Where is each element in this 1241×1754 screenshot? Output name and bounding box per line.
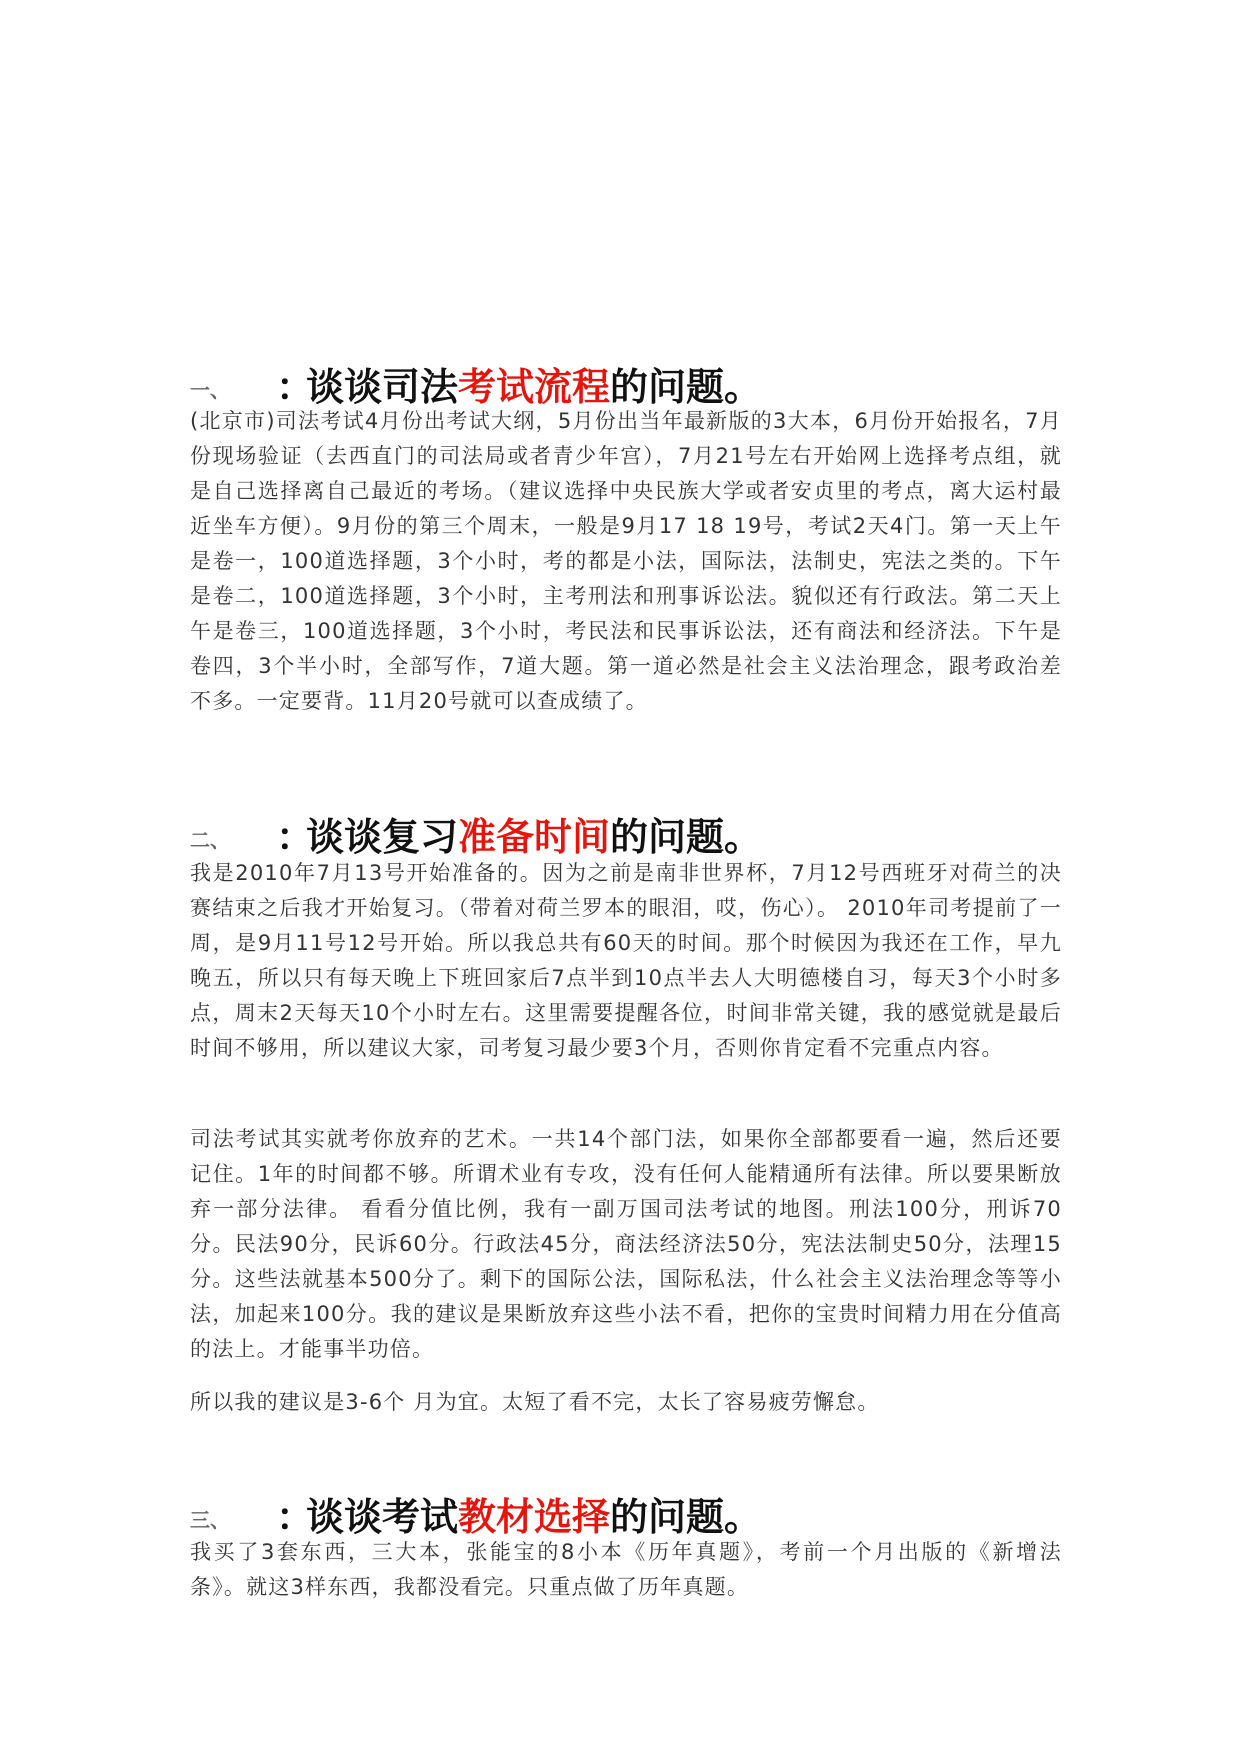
- paragraph-prep-time: 我是2010年7月13号开始准备的。因为之前是南非世界杯，7月12号西班牙对荷兰的决赛结束之后我才开始复习。（带着对荷兰罗本的眼泪，哎，伤心）。 2010年司考提前了一周，是9月11号12号开始。所以我总共有60天的时间。那个时候因为我还在工作，早九晚五，所以只有每天晚上下班回家后7点半到10点半去人大明德楼自习，每天3个小时多点，周末2天每天10个小时左右。这里需要提醒各位，时间非常关键，我的感觉就是最后时间不够用，所以建议大家，司考复习最少要3个月，否则你肯定看不完重点内容。: [190, 861, 1062, 1060]
- section-number: 三、: [190, 1508, 230, 1533]
- heading-text: 谈谈司法: [306, 363, 459, 409]
- heading-highlight: 准备时间: [458, 813, 611, 859]
- paragraph-give-up-art: 司法考试其实就考你放弃的艺术。一共14个部门法，如果你全部都要看一遍，然后还要记住。1年的时间都不够。所谓术业有专攻，没有任何人能精通所有法律。所以要果断放弃一部分法律。 看看分值比例，我有一副万国司法考试的地图。刑法100分，刑诉70分。民法90分，民诉60分。行政法45分，商法经济法50分，宪法法制史50分，法理15分。这些法就基本500分了。剩下的国际公法，国际私法，什么社会主义法治理念等等小法，加起来100分。我的建议是果断放弃这些小法不看，把你的宝贵时间精力用在分值高的法上。才能事半功倍。: [190, 1127, 1062, 1361]
- heading-text: 谈谈考试: [306, 1493, 459, 1539]
- heading-colon: ：: [276, 1493, 315, 1539]
- paragraph-textbook: 我买了3套东西，三大本，张能宝的8小本《历年真题》，考前一个月出版的《新增法条》。就这3样东西，我都没看完。只重点做了历年真题。: [190, 1540, 1062, 1599]
- heading-text-end: 的问题。: [610, 1493, 763, 1539]
- section-number: 一、: [190, 378, 230, 403]
- heading-colon: ：: [276, 813, 315, 859]
- heading-text-end: 的问题。: [610, 813, 763, 859]
- section-number: 二、: [190, 828, 230, 853]
- heading-colon: ：: [276, 363, 315, 409]
- paragraph-recommendation: 所以我的建议是3-6个 月为宜。太短了看不完，太长了容易疲劳懈怠。: [190, 1390, 880, 1414]
- heading-highlight: 考试流程: [458, 363, 611, 409]
- heading-text: 谈谈复习: [306, 813, 459, 859]
- heading-text-end: 的问题。: [610, 363, 763, 409]
- document-page: [190, 0, 1060, 1754]
- heading-highlight: 教材选择: [458, 1493, 611, 1539]
- paragraph-exam-process: (北京市)司法考试4月份出考试大纲，5月份出当年最新版的3大本，6月份开始报名，7月份现场验证（去西直门的司法局或者青少年宫），7月21号左右开始网上选择考点组，就是自己选择离自己最近的考场。（建议选择中央民族大学或者安贞里的考点，离大运村最近坐车方便）。9月份的第三个周末，一般是9月17 18 19号，考试2天4门。第一天上午是卷一，100道选择题，3个小时，考的都是小法，国际法，法制史，宪法之类的。下午是卷二，100道选择题，3个小时，主考刑法和刑事诉讼法。貌似还有行政法。第二天上午是卷三，100道选择题，3个小时，考民法和民事诉讼法，还有商法和经济法。下午是卷四，3个半小时，全部写作，7道大题。第一道必然是社会主义法治理念，跟考政治差不多。一定要背。11月20号就可以查成绩了。: [190, 409, 1062, 713]
